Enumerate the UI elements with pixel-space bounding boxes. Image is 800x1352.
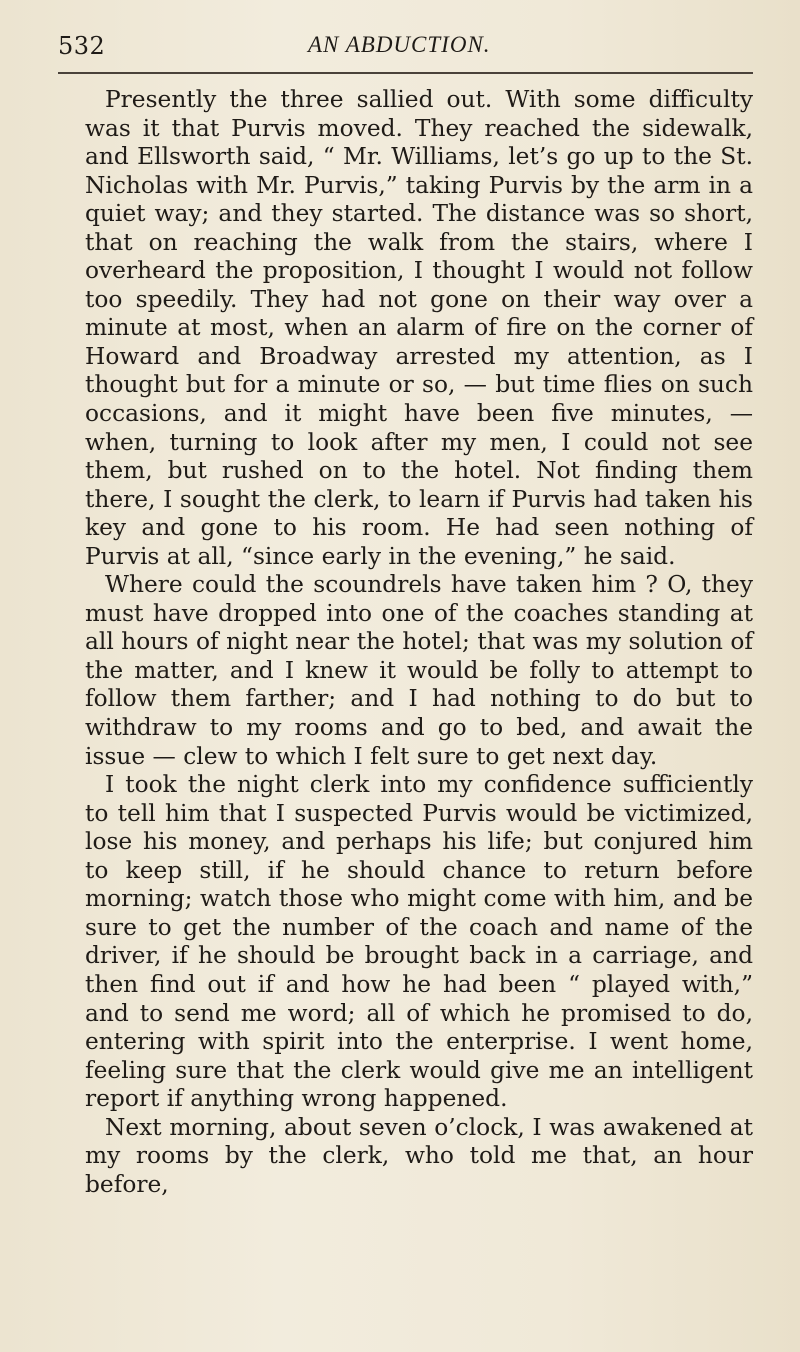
paragraph: Where could the scoundrels have taken him ? O, they must have dropped into one of the coaches standing at all hours of night near the hotel; that was my solution of the matter, and I knew it would be folly to attempt to follow them farther; and I had nothing to do but to withdraw to my rooms and go to bed, and await the issue — clew to which I felt sure to get next day.	[85, 571, 753, 770]
body-text	[85, 86, 753, 1199]
paragraph: Presently the three sallied out. With some difficulty was it that Purvis moved. They reached the sidewalk, and Ellsworth said, “ Mr. Williams, let’s go up to the St. Nicholas with Mr. Purvis,” taking Purvis by the arm in a quiet way; and they started. The distance was so short, that on reaching the walk from the stairs, where I overheard the proposition, I thought I would not follow too speedily. They had not gone on their way over a minute at most, when an alarm of fire on the corner of Howard and Broadway arrested my attention, as I thought but for a minute or so, — but time flies on such occasions, and it might have been five minutes, — when, turning to look after my men, I could not see them, but rushed on to the hotel. Not finding them there, I sought the clerk, to learn if Purvis had taken his key and gone to his room. He had seen nothing of Purvis at all, “since early in the evening,” he said.	[85, 86, 753, 570]
paragraph: Next morning, about seven o’clock, I was awakened at my rooms by the clerk, who told me that, an hour before,	[85, 1113, 753, 1198]
running-title: AN ABDUCTION.	[308, 32, 491, 57]
page-header	[58, 28, 753, 68]
page-number: 532	[58, 32, 106, 60]
paragraph: I took the night clerk into my confidence sufficiently to tell him that I suspected Purvis would be victimized, lose his money, and perhaps his life; but conjured him to keep still, if he should chance to return before morning; watch those who might come with him, and be sure to get the number of the coach and name of the driver, if he should be brought back in a carriage, and then find out if and how he had been “ played with,” and to send me word; all of which he promised to do, entering with spirit into the enterprise. I went home, feeling sure that the clerk would give me an intelligent report if anything wrong happened.	[85, 771, 753, 1113]
header-rule	[58, 72, 753, 74]
